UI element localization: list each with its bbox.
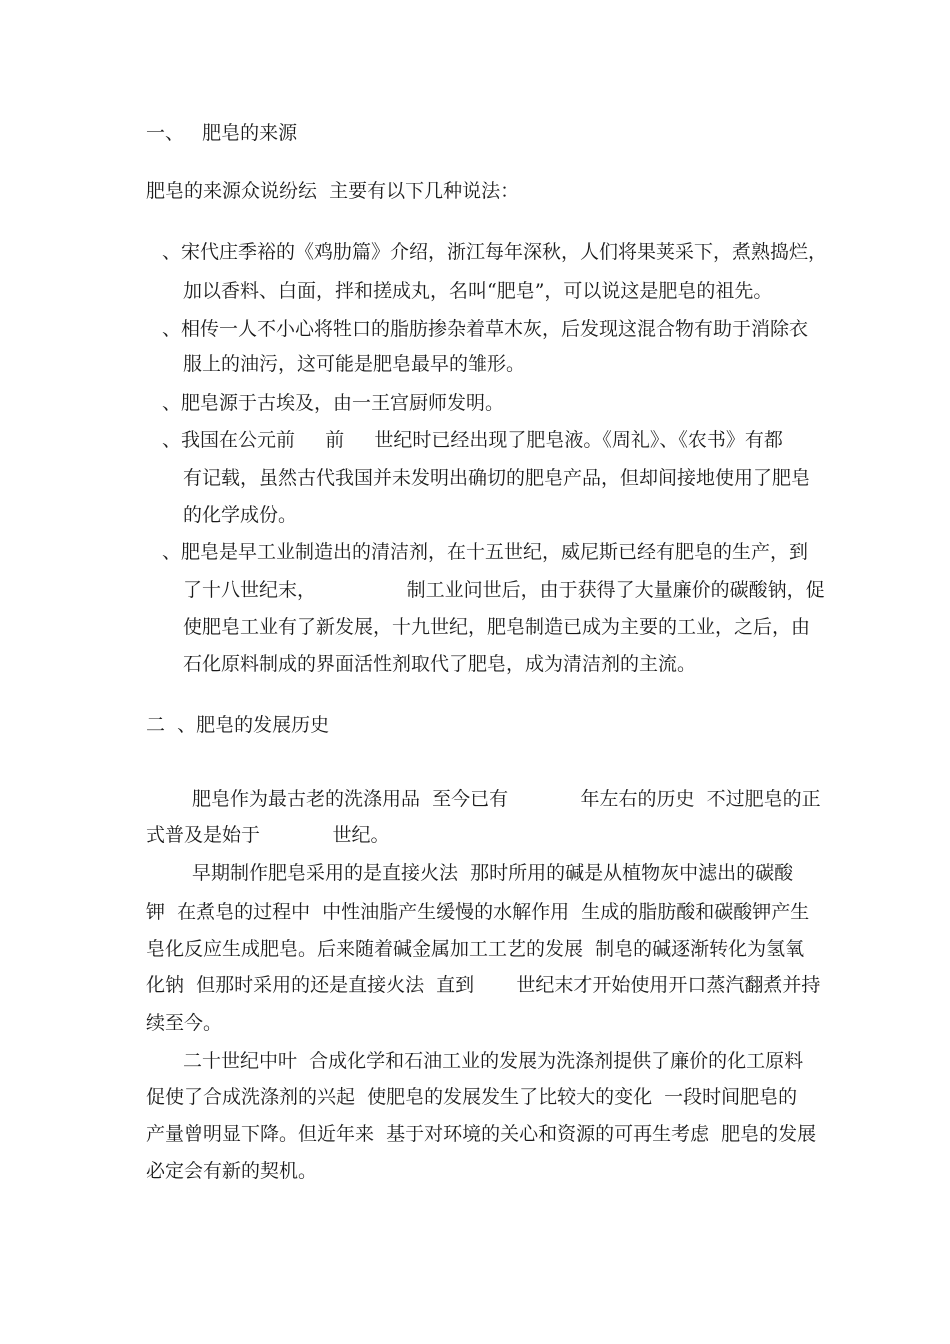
origin-item-line: 、肥皂是早工业制造出的清洁剂，在十五世纪，威尼斯已经有肥皂的生产，到 — [162, 541, 809, 563]
paragraph-line: 促使了合成洗涤剂的兴起 使肥皂的发展发生了比较大的变化 一段时间肥皂的 — [146, 1086, 798, 1108]
origin-item-line: 、我国在公元前 前 世纪时已经出现了肥皂液。《周礼》、《农书》有都 — [162, 429, 783, 451]
origin-item-line: 、肥皂源于古埃及，由一王宫厨师发明。 — [162, 392, 505, 414]
origin-item-line: 、宋代庄季裕的《鸡肋篇》介绍，浙江每年深秋，人们将果荚采下，煮熟捣烂， — [162, 241, 828, 263]
origin-item-line: 石化原料制成的界面活性剂取代了肥皂，成为清洁剂的主流。 — [183, 653, 697, 675]
section-2-heading: 二 、肥皂的发展历史 — [146, 714, 330, 736]
paragraph-line: 肥皂作为最古老的洗涤用品 至今已有 年左右的历史 不过肥皂的正 — [192, 788, 821, 810]
origin-item-line: 了十八世纪末， 制工业问世后，由于获得了大量廉价的碳酸钠，促 — [183, 579, 825, 601]
origin-item-line: 、相传一人不小心将牲口的脂肪掺杂着草木灰，后发现这混合物有助于消除衣 — [162, 318, 809, 340]
paragraph-line: 化钠 但那时采用的还是直接火法 直到 世纪末才开始使用开口蒸汽翻煮并持 — [146, 974, 821, 996]
paragraph-line: 续至今。 — [146, 1012, 223, 1034]
paragraph-line: 二十世纪中叶 合成化学和石油工业的发展为洗涤剂提供了廉价的化工原料 — [183, 1050, 804, 1072]
paragraph-line: 产量曾明显下降。但近年来 基于对环境的关心和资源的可再生考虑 肥皂的发展 — [146, 1123, 817, 1145]
paragraph-line: 钾 在煮皂的过程中 中性油脂产生缓慢的水解作用 生成的脂肪酸和碳酸钾产生 — [146, 901, 810, 923]
paragraph-line: 早期制作肥皂采用的是直接火法 那时所用的碱是从植物灰中滤出的碳酸 — [192, 862, 794, 884]
section-1-intro: 肥皂的来源众说纷纭 主要有以下几种说法： — [146, 180, 520, 202]
origin-item-line: 加以香料、白面，拌和搓成丸，名叫“肥皂”，可以说这是肥皂的祖先。 — [183, 280, 773, 302]
origin-item-line: 的化学成份。 — [183, 504, 298, 526]
paragraph-line: 必定会有新的契机。 — [146, 1160, 318, 1182]
paragraph-line: 皂化反应生成肥皂。后来随着碱金属加工工艺的发展 制皂的碱逐渐转化为氢氧 — [146, 938, 805, 960]
section-1-heading: 一、 肥皂的来源 — [146, 122, 298, 144]
origin-item-line: 使肥皂工业有了新发展，十九世纪，肥皂制造已成为主要的工业，之后，由 — [183, 616, 811, 638]
origin-item-line: 服上的油污，这可能是肥皂最早的雏形。 — [183, 353, 526, 375]
paragraph-line: 式普及是始于 世纪。 — [146, 824, 390, 846]
origin-item-line: 有记载，虽然古代我国并未发明出确切的肥皂产品，但却间接地使用了肥皂 — [183, 467, 811, 489]
